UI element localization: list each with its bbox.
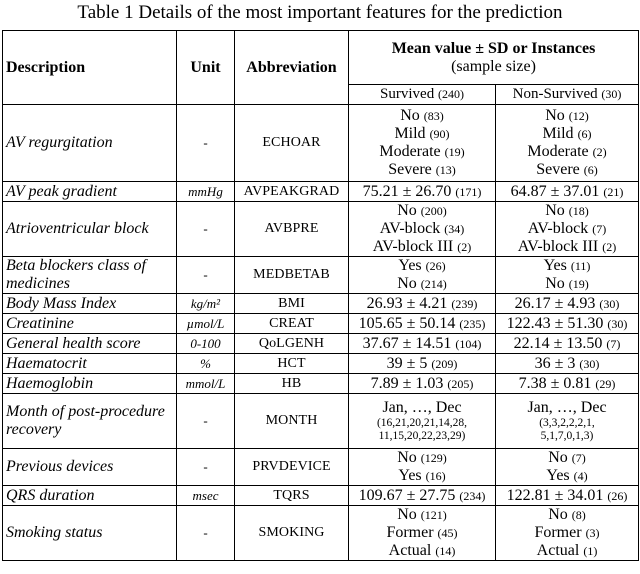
value-line <box>499 335 635 353</box>
feature-description: Body Mass Index <box>3 294 177 314</box>
value-text: 122.43 ± 51.30 <box>506 314 604 332</box>
feature-abbreviation: TQRS <box>235 486 349 506</box>
survived-value <box>349 182 496 202</box>
sample-size: (205) <box>447 376 474 391</box>
non-survived-value <box>496 294 639 314</box>
value-text: 22.14 ± 13.50 <box>513 334 603 352</box>
non-survived-value <box>496 374 639 394</box>
value-text: Moderate <box>527 143 589 160</box>
value-line <box>499 487 635 505</box>
value-line <box>499 399 635 417</box>
sample-size: (30) <box>599 296 620 311</box>
header-non-survived <box>496 85 639 105</box>
sample-size: (30) <box>607 316 628 331</box>
monthly-counts: (16,21,20,21,14,28, <box>376 417 468 429</box>
feature-abbreviation: AVPEAKGRAD <box>235 182 349 202</box>
header-abbreviation: Abbreviation <box>235 31 349 105</box>
feature-description: AV regurgitation <box>3 105 177 182</box>
value-text: 109.67 ± 27.75 <box>358 486 456 504</box>
feature-abbreviation: MONTH <box>235 394 349 449</box>
value-text: 105.65 ± 50.14 <box>358 314 456 332</box>
value-text: 64.87 ± 37.01 <box>510 182 600 200</box>
value-text: 26.93 ± 4.21 <box>366 294 448 312</box>
feature-abbreviation: MEDBETAB <box>235 257 349 294</box>
survived-value <box>349 294 496 314</box>
feature-abbreviation: QoLGENH <box>235 334 349 354</box>
feature-unit: - <box>177 394 235 449</box>
sample-size: (7) <box>592 222 607 236</box>
sample-size: (45) <box>437 526 458 540</box>
value-text: No <box>397 275 417 292</box>
table-row <box>3 374 639 394</box>
sample-size: (21) <box>603 184 624 199</box>
feature-unit: - <box>177 257 235 294</box>
value-text: Actual <box>536 542 580 559</box>
value-line <box>352 238 492 256</box>
table-row <box>3 334 639 354</box>
value-line <box>352 449 492 467</box>
monthly-counts: 11,15,20,22,23,29) <box>378 430 466 442</box>
feature-unit: - <box>177 449 235 486</box>
value-text: 75.21 ± 26.70 <box>362 182 452 200</box>
value-line <box>499 143 635 161</box>
survived-value <box>349 202 496 257</box>
value-text: Severe <box>536 161 580 178</box>
sample-size: (104) <box>455 336 482 351</box>
sample-size: (4) <box>573 469 588 483</box>
non-survived-value <box>496 257 639 294</box>
sample-size: (200) <box>420 204 447 218</box>
sample-size: (18) <box>568 204 589 218</box>
value-line <box>352 315 492 333</box>
value-line <box>352 275 492 293</box>
header-mean-subtitle: (sample size) <box>451 57 536 75</box>
value-line <box>352 399 492 417</box>
survived-value <box>349 334 496 354</box>
header-survived-label: Survived <box>380 86 435 102</box>
value-line <box>352 220 492 238</box>
sample-size: (209) <box>431 356 458 371</box>
non-survived-value <box>496 449 639 486</box>
sample-size: (14) <box>435 544 456 558</box>
sample-size: (12) <box>568 109 589 123</box>
feature-description: QRS duration <box>3 486 177 506</box>
value-line <box>499 295 635 313</box>
feature-abbreviation: AVBPRE <box>235 202 349 257</box>
table-row <box>3 105 639 182</box>
value-line <box>352 467 492 485</box>
value-line <box>499 220 635 238</box>
value-line <box>499 524 635 542</box>
header-mean-title: Mean value ± SD or Instances <box>391 39 596 57</box>
sample-size: (171) <box>455 184 482 199</box>
sample-size: (8) <box>571 508 586 522</box>
value-line <box>352 143 492 161</box>
value-text: No <box>397 202 417 219</box>
value-line <box>352 295 492 313</box>
sample-size: (11) <box>570 259 591 273</box>
sample-size: (7) <box>606 336 621 351</box>
header-non-survived-label: Non-Survived <box>512 86 598 102</box>
value-text: No <box>397 449 417 466</box>
sample-size: (29) <box>595 376 616 391</box>
value-line <box>499 161 635 179</box>
sample-size: (234) <box>459 488 486 503</box>
value-line <box>499 315 635 333</box>
survived-value <box>349 354 496 374</box>
value-line <box>352 375 492 393</box>
value-line <box>499 467 635 485</box>
table-row <box>3 506 639 561</box>
survived-value <box>349 449 496 486</box>
non-survived-value <box>496 506 639 561</box>
value-line <box>499 125 635 143</box>
feature-description: Creatinine <box>3 314 177 334</box>
sample-size: (2) <box>457 240 472 254</box>
value-text: 122.81 ± 34.01 <box>506 486 604 504</box>
header-survived <box>349 85 496 105</box>
value-text: Yes <box>398 467 422 484</box>
table-row <box>3 294 639 314</box>
value-text: Yes <box>543 257 567 274</box>
sample-size: (13) <box>435 163 456 177</box>
table-caption: Table 1 Details of the most important features for the prediction <box>77 2 563 23</box>
value-line <box>499 449 635 467</box>
non-survived-value <box>496 394 639 449</box>
feature-unit: 0-100 <box>177 334 235 354</box>
sample-size: (235) <box>459 316 486 331</box>
value-line <box>499 257 635 275</box>
value-line <box>352 125 492 143</box>
feature-unit: mmol/L <box>177 374 235 394</box>
sample-size: (34) <box>444 222 465 236</box>
value-line <box>352 257 492 275</box>
value-text: Actual <box>388 542 432 559</box>
feature-unit: - <box>177 506 235 561</box>
value-text: No <box>400 107 420 124</box>
sample-size: (16) <box>425 469 446 483</box>
non-survived-value <box>496 334 639 354</box>
sample-size: (129) <box>420 451 447 465</box>
sample-size: (83) <box>423 109 444 123</box>
survived-value <box>349 374 496 394</box>
feature-description: Beta blockers class of medicines <box>3 257 177 294</box>
sample-size: (239) <box>451 296 478 311</box>
non-survived-value <box>496 105 639 182</box>
value-text: 37.67 ± 14.51 <box>362 334 452 352</box>
sample-size: (7) <box>571 451 586 465</box>
sample-size: (2) <box>602 240 617 254</box>
header-non-survived-count: (30) <box>601 87 622 101</box>
value-text: Former <box>534 524 582 541</box>
value-line <box>499 506 635 524</box>
sample-size: (19) <box>568 277 589 291</box>
sample-size: (1) <box>583 544 598 558</box>
feature-unit: mmHg <box>177 182 235 202</box>
feature-description: Previous devices <box>3 449 177 486</box>
feature-description: Haematocrit <box>3 354 177 374</box>
non-survived-value <box>496 202 639 257</box>
value-line <box>499 202 635 220</box>
value-line <box>352 183 492 201</box>
value-text: 36 ± 3 <box>534 354 576 372</box>
feature-unit: kg/m² <box>177 294 235 314</box>
value-text: Jan, …, Dec <box>382 399 462 416</box>
value-line <box>499 275 635 293</box>
feature-description: AV peak gradient <box>3 182 177 202</box>
non-survived-value <box>496 486 639 506</box>
feature-abbreviation: ECHOAR <box>235 105 349 182</box>
value-line <box>499 238 635 256</box>
table-row <box>3 449 639 486</box>
monthly-counts: 5,1,7,0,1,3) <box>540 430 594 442</box>
non-survived-value <box>496 314 639 334</box>
value-text: AV-block III <box>517 238 599 255</box>
feature-abbreviation: PRVDEVICE <box>235 449 349 486</box>
features-table <box>2 30 639 561</box>
feature-unit: msec <box>177 486 235 506</box>
feature-description: Month of post-procedure recovery <box>3 394 177 449</box>
value-text: Jan, …, Dec <box>527 399 607 416</box>
sample-size: (2) <box>592 145 607 159</box>
value-text: No <box>548 449 568 466</box>
value-line <box>352 161 492 179</box>
value-text: AV-block <box>527 220 589 237</box>
value-text: 7.89 ± 1.03 <box>370 374 444 392</box>
sample-size: (26) <box>607 488 628 503</box>
value-line <box>352 335 492 353</box>
value-text: No <box>548 506 568 523</box>
value-line <box>352 107 492 125</box>
sample-size: (214) <box>420 277 447 291</box>
feature-unit: µmol/L <box>177 314 235 334</box>
value-line <box>499 107 635 125</box>
header-description: Description <box>3 31 177 105</box>
value-text: Mild <box>542 125 574 142</box>
feature-description: Smoking status <box>3 506 177 561</box>
survived-value <box>349 257 496 294</box>
table-row <box>3 354 639 374</box>
non-survived-value <box>496 354 639 374</box>
value-line <box>352 487 492 505</box>
value-text: Former <box>386 524 434 541</box>
value-text: Moderate <box>379 143 441 160</box>
table-row <box>3 182 639 202</box>
value-line <box>352 542 492 560</box>
survived-value <box>349 105 496 182</box>
table-row <box>3 202 639 257</box>
value-text: 26.17 ± 4.93 <box>514 294 596 312</box>
feature-description: Atrioventricular block <box>3 202 177 257</box>
header-survived-count: (240) <box>437 87 464 101</box>
value-text: Yes <box>546 467 570 484</box>
value-text: Mild <box>394 125 426 142</box>
feature-abbreviation: BMI <box>235 294 349 314</box>
value-line <box>499 355 635 373</box>
survived-value <box>349 314 496 334</box>
value-line <box>352 506 492 524</box>
table-row <box>3 314 639 334</box>
value-text: No <box>545 275 565 292</box>
feature-abbreviation: HCT <box>235 354 349 374</box>
survived-value <box>349 394 496 449</box>
feature-description: General health score <box>3 334 177 354</box>
feature-abbreviation: SMOKING <box>235 506 349 561</box>
feature-abbreviation: HB <box>235 374 349 394</box>
sample-size: (19) <box>444 145 465 159</box>
sample-size: (30) <box>579 356 600 371</box>
value-line <box>352 202 492 220</box>
table-row <box>3 486 639 506</box>
value-text: No <box>545 107 565 124</box>
sample-size: (6) <box>583 163 598 177</box>
table-row <box>3 394 639 449</box>
sample-size: (3) <box>585 526 600 540</box>
value-text: Yes <box>398 257 422 274</box>
value-text: 39 ± 5 <box>386 354 428 372</box>
sample-size: (121) <box>420 508 447 522</box>
value-text: AV-block <box>379 220 441 237</box>
table-row <box>3 257 639 294</box>
header-unit: Unit <box>177 31 235 105</box>
feature-description: Haemoglobin <box>3 374 177 394</box>
sample-size: (26) <box>425 259 446 273</box>
value-text: AV-block III <box>372 238 454 255</box>
table-body <box>3 105 639 561</box>
feature-abbreviation: CREAT <box>235 314 349 334</box>
survived-value <box>349 486 496 506</box>
sample-size: (90) <box>429 127 450 141</box>
value-text: No <box>545 202 565 219</box>
value-line <box>499 542 635 560</box>
value-line <box>352 524 492 542</box>
header-mean-value <box>349 31 639 85</box>
value-text: 7.38 ± 0.81 <box>518 374 592 392</box>
value-line <box>352 355 492 373</box>
feature-unit: - <box>177 202 235 257</box>
value-line <box>499 183 635 201</box>
value-text: Severe <box>388 161 432 178</box>
monthly-counts: (3,3,2,2,2,1, <box>539 417 595 429</box>
value-text: No <box>397 506 417 523</box>
non-survived-value <box>496 182 639 202</box>
value-line <box>499 375 635 393</box>
sample-size: (6) <box>577 127 592 141</box>
feature-unit: % <box>177 354 235 374</box>
survived-value <box>349 506 496 561</box>
feature-unit: - <box>177 105 235 182</box>
